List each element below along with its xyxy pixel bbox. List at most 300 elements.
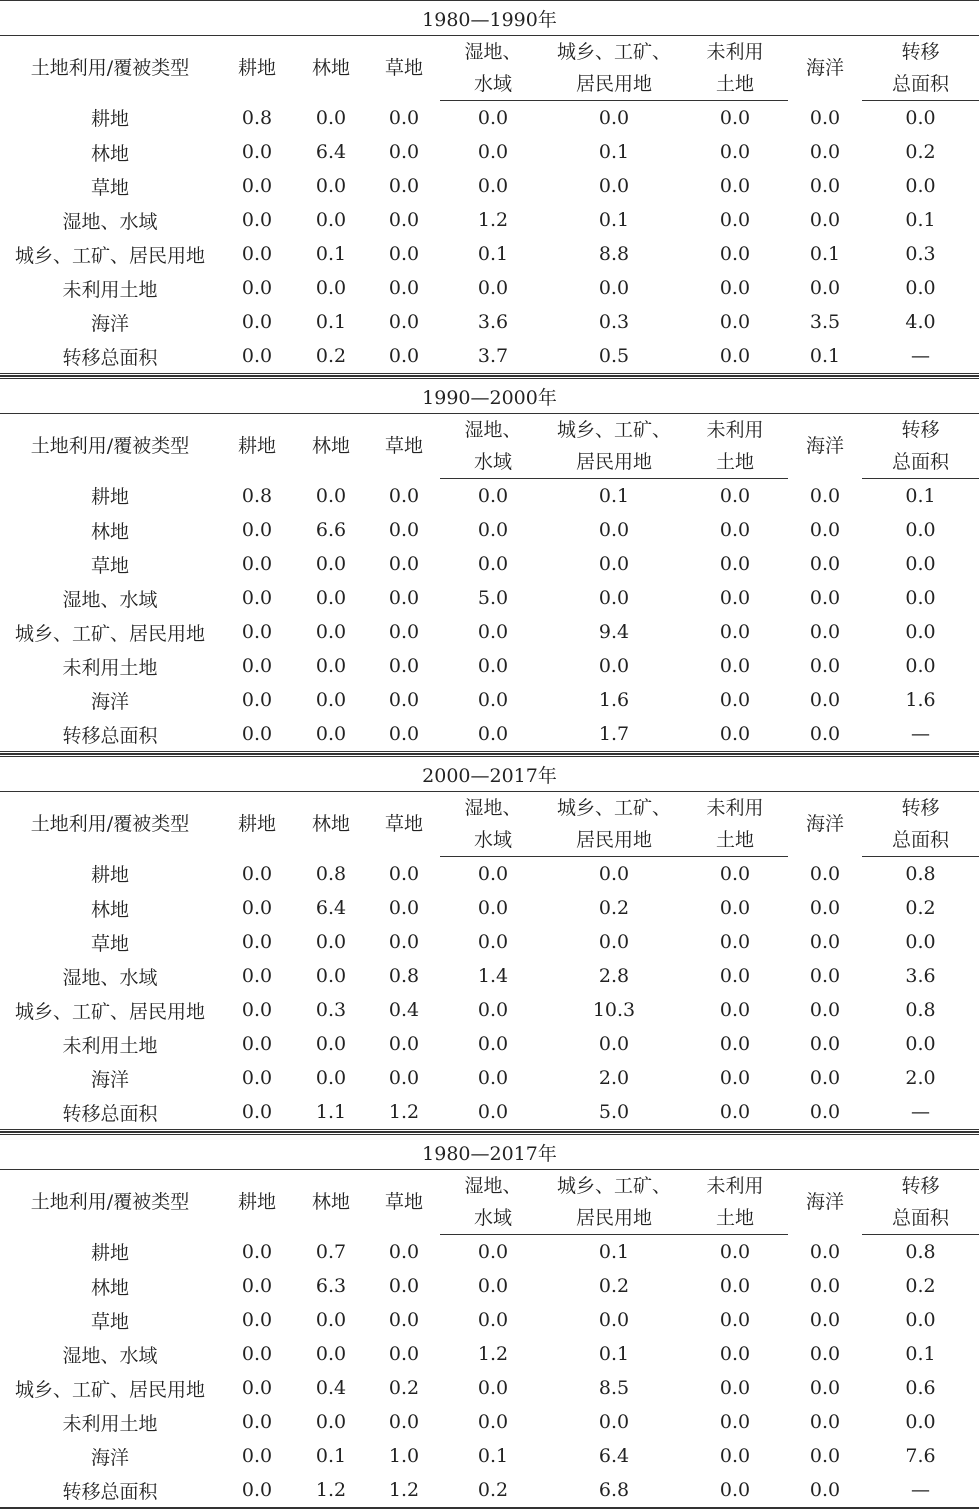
cell-cropland: 0.0 [241, 655, 273, 677]
cell-transfer-total: 4.0 [905, 311, 936, 333]
cell-cropland: 0.0 [220, 717, 294, 753]
cell-forest: 0.0 [315, 553, 347, 575]
cell-unused-land: 0.0 [719, 519, 751, 541]
cell-unused-land: 0.0 [719, 1309, 751, 1331]
cell-ocean: 0.0 [809, 999, 841, 1021]
cell-unused-land: 0.0 [719, 965, 751, 987]
cell-urban-industrial-residential: 0.2 [598, 897, 630, 919]
cell-unused-land: 0.0 [719, 863, 751, 885]
row-label: 海洋 [90, 312, 129, 335]
cell-forest: 6.3 [315, 1275, 347, 1297]
cell-ocean: 0.0 [809, 965, 841, 987]
cell-cropland: 0.0 [241, 931, 273, 953]
cell-forest: 0.2 [294, 339, 368, 375]
cell-forest: 0.0 [315, 484, 347, 507]
cell-transfer-total: 0.0 [905, 1411, 936, 1433]
table-row [0, 513, 979, 547]
cell-urban-industrial-residential: 0.0 [598, 587, 630, 609]
table-row [0, 1337, 979, 1371]
cell-cropland: 0.0 [241, 311, 273, 333]
cell-transfer-total: 0.1 [905, 1343, 936, 1365]
cell-urban-industrial-residential: 0.1 [598, 485, 630, 507]
header-row [0, 414, 979, 447]
header-urban-industrial-residential-line2: 居民用地 [546, 68, 682, 101]
header-unused-land-line1: 未利用 [682, 1170, 788, 1203]
header-transfer-total-line1: 转移 [862, 414, 979, 447]
header-transfer-total-line2: 总面积 [862, 1202, 979, 1235]
table-row [0, 305, 979, 339]
cell-transfer-total: 0.3 [905, 243, 936, 265]
cell-forest: 0.0 [315, 1343, 347, 1365]
cell-grassland: 0.0 [388, 484, 420, 507]
table-row [0, 581, 979, 615]
table-row [0, 683, 979, 717]
cell-ocean: 0.0 [809, 1309, 841, 1331]
cell-grassland: 0.0 [388, 1411, 420, 1433]
header-cropland: 耕地 [220, 1170, 294, 1235]
header-transfer-total-line2: 总面积 [862, 824, 979, 857]
row-label: 草地 [90, 554, 129, 577]
cell-unused-land: 0.0 [719, 1445, 751, 1467]
row-label: 未利用土地 [62, 1034, 158, 1057]
row-label: 转移总面积 [0, 717, 220, 753]
cell-forest: 0.0 [315, 175, 347, 197]
header-urban-industrial-residential-line1: 城乡、工矿、 [546, 1170, 682, 1203]
table-row [0, 237, 979, 271]
header-cropland: 耕地 [220, 414, 294, 479]
cell-ocean: 0.0 [809, 1411, 841, 1433]
cell-forest: 0.0 [315, 277, 347, 299]
cell-grassland: 0.0 [388, 689, 420, 711]
cell-cropland: 0.0 [241, 243, 273, 265]
cell-forest: 0.8 [315, 862, 347, 885]
cell-cropland: 0.0 [241, 862, 273, 885]
cell-cropland: 0.0 [241, 141, 273, 163]
header-row [0, 36, 979, 69]
header-type-label: 土地利用/覆被类型 [0, 36, 220, 101]
cell-forest: 6.4 [315, 141, 347, 163]
cell-unused-land: 0.0 [719, 311, 751, 333]
cell-unused-land: 0.0 [719, 277, 751, 299]
cell-ocean: 0.1 [788, 339, 862, 375]
cell-forest: 0.1 [315, 311, 347, 333]
table-row [0, 857, 979, 892]
cell-unused-land: 0.0 [719, 689, 751, 711]
cell-forest: 0.4 [315, 1377, 347, 1399]
cell-wetland-water: 0.0 [477, 1411, 509, 1433]
cell-grassland: 0.0 [388, 1067, 420, 1089]
cell-grassland: 0.8 [388, 965, 420, 987]
cell-grassland: 1.2 [368, 1473, 440, 1508]
header-forest: 林地 [294, 792, 368, 857]
period-table [0, 376, 979, 754]
cell-urban-industrial-residential: 0.0 [598, 107, 630, 129]
row-label: 耕地 [90, 108, 129, 131]
cell-cropland: 0.0 [241, 553, 273, 575]
cell-unused-land: 0.0 [719, 243, 751, 265]
cell-cropland: 0.0 [241, 965, 273, 987]
cell-grassland: 0.0 [388, 621, 420, 643]
row-label: 城乡、工矿、居民用地 [14, 622, 205, 645]
cell-forest: 0.1 [315, 243, 347, 265]
cell-grassland: 0.0 [388, 209, 420, 231]
table-row [0, 339, 979, 375]
cell-transfer-total: 0.0 [905, 1309, 936, 1331]
header-wetland-water-line1: 湿地、 [440, 414, 546, 447]
cell-wetland-water: 0.0 [477, 175, 509, 197]
row-label: 城乡、工矿、居民用地 [14, 1000, 205, 1023]
table-row [0, 169, 979, 203]
header-wetland-water-line1: 湿地、 [440, 792, 546, 825]
cell-unused-land: 0.0 [719, 655, 751, 677]
row-label: 湿地、水域 [62, 1344, 158, 1367]
table-row [0, 1371, 979, 1405]
cell-wetland-water: 0.0 [477, 999, 509, 1021]
cell-ocean: 0.0 [809, 862, 841, 885]
header-grassland: 草地 [368, 414, 440, 479]
cell-transfer-total: 0.0 [905, 175, 936, 197]
cell-urban-industrial-residential: 0.1 [598, 1241, 630, 1263]
cell-urban-industrial-residential: 0.0 [598, 519, 630, 541]
header-ocean: 海洋 [788, 1170, 862, 1235]
cell-transfer-total: 0.6 [905, 1377, 936, 1399]
header-transfer-total-line1: 转移 [862, 36, 979, 69]
cell-grassland: 0.0 [388, 862, 420, 885]
cell-grassland: 1.2 [368, 1095, 440, 1131]
period-title-row [0, 1134, 979, 1170]
cell-urban-industrial-residential: 0.0 [598, 175, 630, 197]
cell-transfer-total: 0.0 [905, 277, 936, 299]
cell-unused-land: 0.0 [682, 339, 788, 375]
cell-transfer-total: 0.0 [905, 587, 936, 609]
cell-wetland-water: 0.0 [440, 1095, 546, 1131]
header-forest: 林地 [294, 36, 368, 101]
row-label: 海洋 [90, 1068, 129, 1091]
header-ocean: 海洋 [788, 36, 862, 101]
cell-grassland: 0.2 [388, 1377, 420, 1399]
header-ocean: 海洋 [788, 414, 862, 479]
cell-urban-industrial-residential: 1.7 [546, 717, 682, 753]
header-wetland-water-line2: 水域 [440, 446, 546, 479]
cell-wetland-water: 0.0 [477, 863, 509, 885]
row-label: 林地 [90, 1276, 129, 1299]
cell-grassland: 0.0 [388, 931, 420, 953]
table-row [0, 1061, 979, 1095]
cell-cropland: 0.0 [241, 1411, 273, 1433]
cell-transfer-total: 3.6 [905, 965, 936, 987]
header-forest: 林地 [294, 414, 368, 479]
cell-unused-land: 0.0 [719, 1241, 751, 1263]
cell-ocean: 0.0 [809, 689, 841, 711]
header-grassland: 草地 [368, 1170, 440, 1235]
cell-ocean: 0.0 [788, 1473, 862, 1508]
row-label: 城乡、工矿、居民用地 [14, 244, 205, 267]
row-label: 未利用土地 [62, 656, 158, 679]
header-type-label: 土地利用/覆被类型 [0, 414, 220, 479]
cell-wetland-water: 0.0 [477, 141, 509, 163]
header-urban-industrial-residential-line1: 城乡、工矿、 [546, 414, 682, 447]
cell-transfer-total: — [862, 339, 979, 375]
cell-ocean: 0.1 [809, 243, 841, 265]
cell-ocean: 0.0 [809, 655, 841, 677]
table-row [0, 993, 979, 1027]
table-row [0, 1303, 979, 1337]
cell-grassland: 0.0 [388, 1275, 420, 1297]
cell-wetland-water: 0.0 [440, 717, 546, 753]
cell-transfer-total: 0.8 [905, 863, 936, 885]
row-label: 耕地 [90, 864, 129, 887]
table-row [0, 271, 979, 305]
cell-unused-land: 0.0 [719, 553, 751, 575]
cell-urban-industrial-residential: 5.0 [546, 1095, 682, 1131]
header-wetland-water-line2: 水域 [440, 824, 546, 857]
cell-ocean: 0.0 [809, 1275, 841, 1297]
period-title-row [0, 1, 979, 36]
cell-ocean: 0.0 [809, 1033, 841, 1055]
row-label: 林地 [90, 142, 129, 165]
header-wetland-water-line1: 湿地、 [440, 1170, 546, 1203]
cell-transfer-total: 0.8 [905, 999, 936, 1021]
row-label: 林地 [90, 520, 129, 543]
cell-unused-land: 0.0 [719, 175, 751, 197]
header-unused-land-line2: 土地 [682, 446, 788, 479]
cell-grassland: 0.0 [388, 1309, 420, 1331]
cell-wetland-water: 0.0 [477, 277, 509, 299]
row-label: 湿地、水域 [62, 966, 158, 989]
header-unused-land-line2: 土地 [682, 824, 788, 857]
cell-forest: 0.0 [315, 1033, 347, 1055]
cell-cropland: 0.0 [241, 999, 273, 1021]
cell-cropland: 0.0 [241, 277, 273, 299]
cell-wetland-water: 0.0 [477, 1241, 509, 1263]
cell-ocean: 0.0 [809, 1445, 841, 1467]
cell-cropland: 0.0 [241, 689, 273, 711]
header-wetland-water-line2: 水域 [440, 68, 546, 101]
cell-ocean: 0.0 [809, 587, 841, 609]
cell-wetland-water: 0.0 [477, 1067, 509, 1089]
header-ocean: 海洋 [788, 792, 862, 857]
table-row [0, 1439, 979, 1473]
cell-urban-industrial-residential: 0.0 [598, 655, 630, 677]
cell-grassland: 1.0 [388, 1445, 420, 1467]
header-grassland: 草地 [368, 36, 440, 101]
cell-urban-industrial-residential: 0.2 [598, 1275, 630, 1297]
cell-urban-industrial-residential: 9.4 [598, 621, 630, 643]
cell-grassland: 0.0 [388, 243, 420, 265]
cell-urban-industrial-residential: 0.0 [598, 1411, 630, 1433]
row-label: 城乡、工矿、居民用地 [14, 1378, 205, 1401]
cell-forest: 0.1 [315, 1445, 347, 1467]
cell-unused-land: 0.0 [719, 1343, 751, 1365]
cell-cropland: 0.8 [241, 106, 273, 129]
header-forest: 林地 [294, 1170, 368, 1235]
cell-ocean: 0.0 [809, 106, 841, 129]
cell-transfer-total: — [862, 1473, 979, 1508]
table-row [0, 925, 979, 959]
cell-wetland-water: 0.1 [477, 243, 509, 265]
cell-ocean: 0.0 [809, 141, 841, 163]
table-row [0, 1405, 979, 1439]
row-label: 林地 [90, 898, 129, 921]
row-label: 未利用土地 [62, 278, 158, 301]
cell-grassland: 0.0 [388, 519, 420, 541]
cell-forest: 0.0 [315, 965, 347, 987]
row-label: 湿地、水域 [62, 210, 158, 233]
cell-unused-land: 0.0 [719, 1033, 751, 1055]
period-table [0, 754, 979, 1132]
cell-urban-industrial-residential: 1.6 [598, 689, 630, 711]
cell-wetland-water: 0.0 [477, 1309, 509, 1331]
table-row [0, 1095, 979, 1131]
cell-wetland-water: 0.0 [477, 107, 509, 129]
cell-cropland: 0.0 [241, 1275, 273, 1297]
cell-unused-land: 0.0 [719, 1275, 751, 1297]
cell-forest: 0.0 [315, 621, 347, 643]
cell-forest: 1.2 [294, 1473, 368, 1508]
cell-grassland: 0.0 [388, 175, 420, 197]
cell-urban-industrial-residential: 8.8 [598, 243, 630, 265]
cell-unused-land: 0.0 [719, 141, 751, 163]
cell-forest: 0.0 [315, 1067, 347, 1089]
header-type-label: 土地利用/覆被类型 [0, 792, 220, 857]
cell-unused-land: 0.0 [719, 587, 751, 609]
table-row [0, 135, 979, 169]
cell-wetland-water: 1.4 [477, 965, 509, 987]
cell-ocean: 0.0 [809, 1377, 841, 1399]
cell-unused-land: 0.0 [719, 931, 751, 953]
cell-unused-land: 0.0 [682, 1473, 788, 1508]
cell-forest: 0.0 [315, 1411, 347, 1433]
cell-cropland: 0.0 [220, 1473, 294, 1508]
cell-urban-industrial-residential: 0.1 [598, 209, 630, 231]
cell-ocean: 3.5 [809, 311, 841, 333]
cell-wetland-water: 0.0 [477, 621, 509, 643]
period-title: 2000—2017年 [0, 756, 979, 792]
cell-ocean: 0.0 [788, 717, 862, 753]
cell-grassland: 0.0 [368, 717, 440, 753]
cell-transfer-total: 0.8 [905, 1241, 936, 1263]
cell-ocean: 0.0 [809, 1067, 841, 1089]
header-transfer-total-line1: 转移 [862, 792, 979, 825]
cell-transfer-total: 1.6 [905, 689, 936, 711]
cell-urban-industrial-residential: 0.3 [598, 311, 630, 333]
cell-cropland: 0.0 [241, 1240, 273, 1263]
cell-transfer-total: 0.0 [905, 519, 936, 541]
cell-cropland: 0.8 [241, 484, 273, 507]
cell-forest: 0.0 [315, 655, 347, 677]
cell-wetland-water: 3.6 [477, 311, 509, 333]
cell-transfer-total: — [862, 1095, 979, 1131]
cell-forest: 0.7 [315, 1240, 347, 1263]
cell-cropland: 0.0 [241, 621, 273, 643]
cell-unused-land: 0.0 [719, 897, 751, 919]
cell-cropland: 0.0 [241, 175, 273, 197]
cell-wetland-water: 0.0 [477, 897, 509, 919]
header-transfer-total-line1: 转移 [862, 1170, 979, 1203]
cell-grassland: 0.0 [388, 553, 420, 575]
cell-cropland: 0.0 [241, 1309, 273, 1331]
table-row [0, 959, 979, 993]
cell-transfer-total: 0.1 [905, 485, 936, 507]
cell-forest: 1.1 [294, 1095, 368, 1131]
header-unused-land-line2: 土地 [682, 1202, 788, 1235]
cell-ocean: 0.0 [809, 621, 841, 643]
cell-forest: 0.0 [294, 717, 368, 753]
cell-grassland: 0.0 [388, 106, 420, 129]
table-row [0, 547, 979, 581]
row-label: 草地 [90, 932, 129, 955]
period-title-row [0, 756, 979, 792]
cell-wetland-water: 0.0 [477, 655, 509, 677]
cell-forest: 0.0 [315, 689, 347, 711]
cell-ocean: 0.0 [809, 1343, 841, 1365]
cell-grassland: 0.0 [388, 1343, 420, 1365]
cell-cropland: 0.0 [241, 1067, 273, 1089]
cell-unused-land: 0.0 [719, 107, 751, 129]
table-row [0, 717, 979, 753]
cell-cropland: 0.0 [241, 209, 273, 231]
cell-ocean: 0.0 [788, 1095, 862, 1131]
cell-urban-industrial-residential: 2.0 [598, 1067, 630, 1089]
cell-urban-industrial-residential: 6.4 [598, 1445, 630, 1467]
cell-unused-land: 0.0 [719, 1067, 751, 1089]
cell-unused-land: 0.0 [719, 621, 751, 643]
cell-wetland-water: 0.0 [477, 553, 509, 575]
cell-unused-land: 0.0 [682, 1095, 788, 1131]
cell-grassland: 0.0 [388, 1033, 420, 1055]
cell-wetland-water: 1.2 [477, 209, 509, 231]
cell-urban-industrial-residential: 0.0 [598, 1033, 630, 1055]
cell-grassland: 0.4 [388, 999, 420, 1021]
header-unused-land-line1: 未利用 [682, 36, 788, 69]
cell-forest: 6.6 [315, 519, 347, 541]
cell-transfer-total: 0.0 [905, 931, 936, 953]
cell-urban-industrial-residential: 10.3 [592, 999, 636, 1021]
cell-transfer-total: 0.0 [905, 553, 936, 575]
cell-forest: 0.0 [315, 209, 347, 231]
table-row [0, 891, 979, 925]
row-label: 耕地 [90, 486, 129, 509]
cell-urban-industrial-residential: 0.0 [598, 553, 630, 575]
cell-urban-industrial-residential: 0.0 [598, 277, 630, 299]
cell-ocean: 0.0 [809, 209, 841, 231]
cell-cropland: 0.0 [241, 1445, 273, 1467]
cell-grassland: 0.0 [388, 141, 420, 163]
cell-transfer-total: — [862, 717, 979, 753]
cell-wetland-water: 0.0 [477, 689, 509, 711]
cell-forest: 0.0 [315, 931, 347, 953]
cell-unused-land: 0.0 [682, 717, 788, 753]
cell-wetland-water: 0.0 [477, 485, 509, 507]
row-label: 转移总面积 [0, 1095, 220, 1131]
cell-grassland: 0.0 [388, 1240, 420, 1263]
cell-wetland-water: 5.0 [477, 587, 509, 609]
cell-grassland: 0.0 [388, 311, 420, 333]
cell-ocean: 0.0 [809, 553, 841, 575]
cell-cropland: 0.0 [220, 1095, 294, 1131]
table-row [0, 1235, 979, 1270]
cell-ocean: 0.0 [809, 175, 841, 197]
header-urban-industrial-residential-line1: 城乡、工矿、 [546, 36, 682, 69]
table-row [0, 203, 979, 237]
header-wetland-water-line2: 水域 [440, 1202, 546, 1235]
cell-urban-industrial-residential: 6.8 [546, 1473, 682, 1508]
cell-urban-industrial-residential: 0.5 [546, 339, 682, 375]
header-urban-industrial-residential-line1: 城乡、工矿、 [546, 792, 682, 825]
row-label: 转移总面积 [0, 1473, 220, 1508]
cell-ocean: 0.0 [809, 1240, 841, 1263]
header-transfer-total-line2: 总面积 [862, 68, 979, 101]
